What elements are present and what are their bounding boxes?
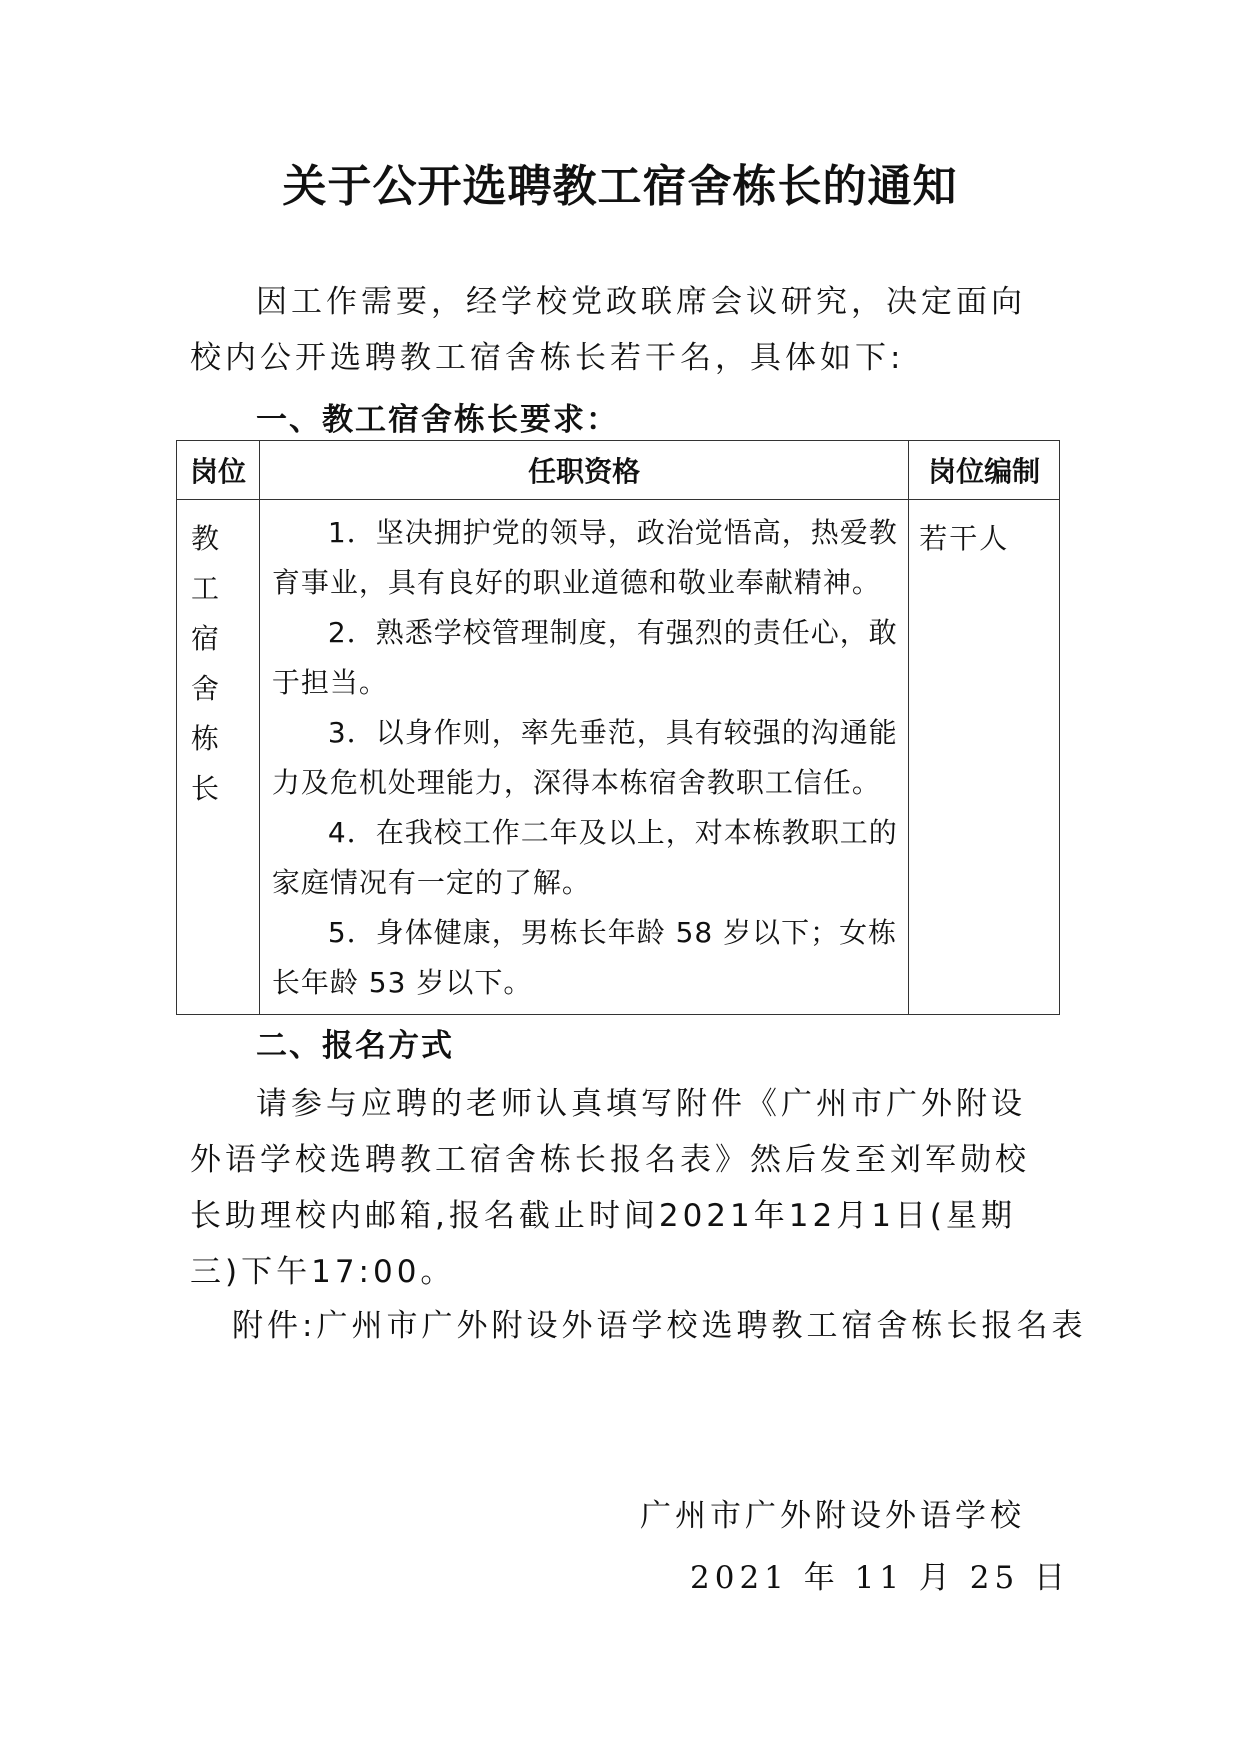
section1-heading: 一、教工宿舍栋长要求： [256,402,619,438]
post-line: 栋长 [191,722,224,805]
post-line: 宿舍 [191,622,224,705]
post-cell [177,500,260,1015]
qualification-item: 4．在我校工作二年及以上，对本栋教职工的家庭情况有一定的了解。 [271,816,898,899]
registration-paragraph: 请参与应聘的老师认真填写附件《广州市广外附设外语学校选聘教工宿舍栋长报名表》然后发至刘军勋校长助理校内邮箱,报名截止时间2021年12月1日(星期三)下午17:00。 [190,1086,1030,1290]
intro-paragraph: 因工作需要，经学校党政联席会议研究，决定面向校内公开选聘教工宿舍栋长若干名，具体如下: [190,284,1026,376]
document-title: 关于公开选聘教工宿舍栋长的通知 [282,161,958,212]
qualification-item: 5．身体健康，男栋长年龄 58 岁以下；女栋长年龄 53 岁以下。 [271,916,898,999]
table-header-row [177,441,1060,500]
attachment-line: 附件:广州市广外附设外语学校选聘教工宿舍栋长报名表 [232,1308,1087,1344]
section2-heading: 二、报名方式 [256,1028,454,1064]
post-line: 教工 [191,522,224,605]
header-qualifications: 任职资格 [259,441,908,500]
qualification-item: 3．以身作则，率先垂范，具有较强的沟通能力及危机处理能力，深得本栋宿舍教职工信任。 [271,716,898,799]
signature-date: 2021 年 11 月 25 日 [690,1560,1071,1596]
signature-org: 广州市广外附设外语学校 [640,1498,1025,1534]
quota-cell: 若干人 [909,500,1060,1015]
header-post: 岗位 [177,441,260,500]
header-quota: 岗位编制 [909,441,1060,500]
requirements-table [176,440,1060,1015]
qualification-item: 1．坚决拥护党的领导，政治觉悟高，热爱教育事业，具有良好的职业道德和敬业奉献精神。 [271,516,898,599]
qualification-item: 2．熟悉学校管理制度，有强烈的责任心，敢于担当。 [271,616,898,699]
table-row [177,500,1060,1015]
qualifications-cell [259,500,908,1015]
